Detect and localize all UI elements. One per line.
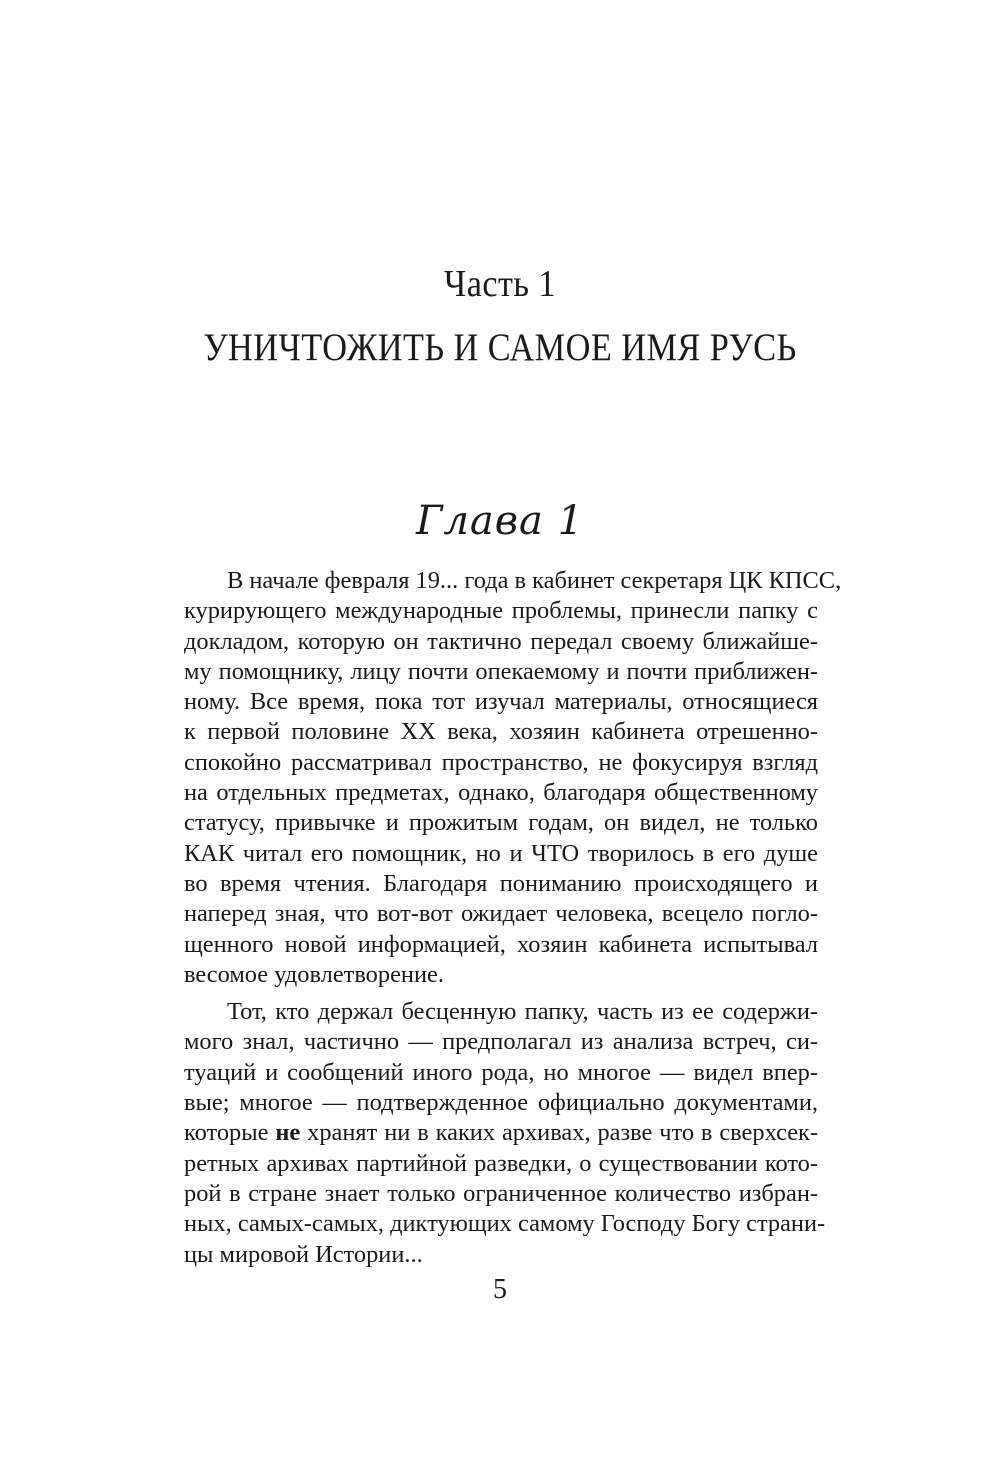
text-line: мого знал, частично — предполагал из анализа встреч, си- — [184, 1028, 818, 1056]
text-line: ных, самых-самых, диктующих самому Господу Богу страни- — [184, 1210, 826, 1238]
page-number: 5 — [493, 1274, 507, 1305]
text-line: КАК читал его помощник, но и ЧТО творилось в его душе — [184, 839, 818, 867]
text-line: на отдельных предметах, однако, благодаря общественному — [184, 779, 818, 807]
text-segment: хранят ни в каких архивах, разве что в сверхсек- — [300, 1119, 818, 1147]
chapter-title: Глава 1 — [415, 498, 585, 544]
text-line: В начале февраля 19... года в кабинет секретаря ЦК КПСС, — [227, 567, 842, 594]
text-line: статусу, привычке и прожитым годам, он видел, не только — [184, 809, 818, 837]
text-line: наперед зная, что вот-вот ожидает человека, всецело погло- — [184, 900, 818, 928]
emphasis-word: не — [275, 1119, 301, 1147]
text-line: щенного новой информацией, хозяин кабинета испытывал — [184, 930, 818, 958]
text-line: докладом, которую он тактично передал своему ближайше- — [184, 627, 818, 655]
text-segment: которые — [184, 1119, 276, 1147]
text-line: к первой половине XX века, хозяин кабинета отрешенно- — [184, 718, 818, 746]
text-line: му помощнику, лицу почти опекаемому и почти приближен- — [184, 657, 818, 685]
text-line: рой в стране знает только ограниченное количество избран- — [184, 1179, 818, 1207]
paragraph-1 — [184, 566, 842, 990]
text-line: ретных архивах партийной разведки, о существовании кото- — [184, 1149, 818, 1177]
text-line: цы мировой Истории... — [184, 1240, 423, 1268]
text-line: вые; многое — подтвержденное официально документами, — [184, 1089, 818, 1117]
text-line: ному. Все время, пока тот изучал материалы, относящиеся — [184, 688, 818, 716]
text-line-with-emphasis — [184, 1118, 818, 1148]
paragraph-2 — [184, 997, 826, 1270]
text-line: весомое удовлетворение. — [184, 960, 444, 988]
text-line: туаций и сообщений иного рода, но многое — видел впер- — [184, 1058, 818, 1086]
text-line: Тот, кто держал бесценную папку, часть из ее содержи- — [227, 998, 818, 1026]
part-label: Часть 1 — [444, 263, 556, 305]
text-line: спокойно рассматривал пространство, не фокусируя взгляд — [184, 748, 818, 776]
text-line: во время чтения. Благодаря пониманию происходящего и — [184, 869, 818, 897]
part-title: УНИЧТОЖИТЬ И САМОЕ ИМЯ РУСЬ — [203, 326, 797, 369]
paragraph-gap — [184, 990, 818, 997]
chapter-body — [184, 566, 842, 1270]
text-line: курирующего международные проблемы, принесли папку с — [184, 597, 818, 625]
